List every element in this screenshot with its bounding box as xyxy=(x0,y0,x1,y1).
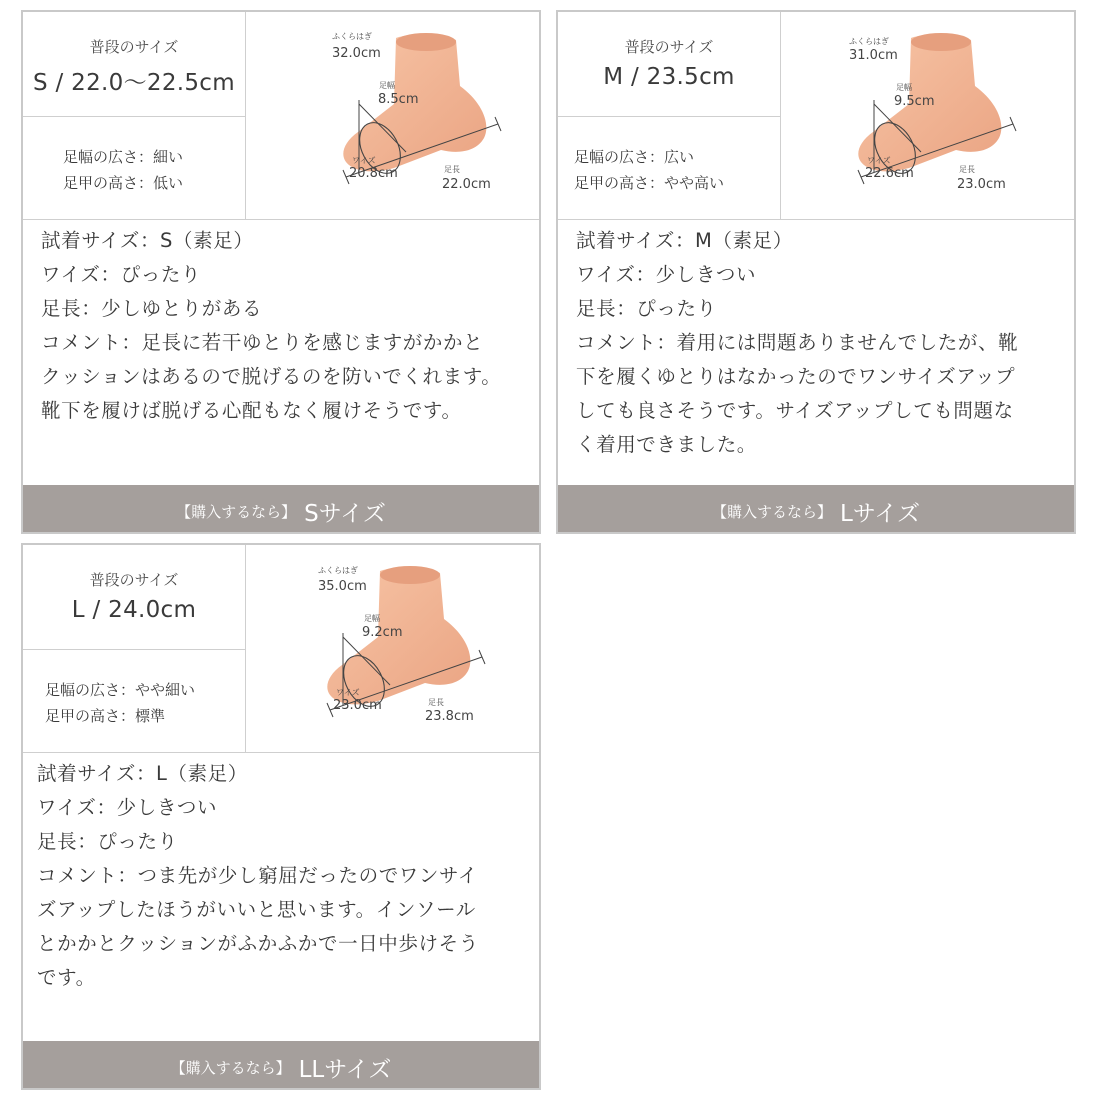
foot-width-label: 足幅 xyxy=(379,81,395,90)
review-line: く着用できました。 xyxy=(576,433,757,456)
review-line: クッションはあるので脱げるのを防いでくれます。 xyxy=(41,365,502,388)
foot-diagram xyxy=(246,12,541,219)
wise-label: ワイズ xyxy=(336,688,360,697)
foot-diagram xyxy=(246,545,541,752)
banner-size: LLサイズ xyxy=(298,1057,392,1083)
banner-size: Lサイズ xyxy=(840,501,920,527)
review-line: しても良さそうです。サイズアップしても問題な xyxy=(576,399,1014,422)
banner-prefix: 【購入するなら】 xyxy=(176,503,297,521)
banner-prefix: 【購入するなら】 xyxy=(170,1059,291,1077)
usual-size-value: L / 24.0cm xyxy=(71,597,197,623)
length-label: 足長 xyxy=(428,698,444,707)
foot-illustration xyxy=(781,12,1076,219)
usual-size-box xyxy=(23,12,246,117)
foot-length-tick xyxy=(858,170,864,184)
foot-width-value: 8.5cm xyxy=(378,92,419,107)
review-line: コメント：つま先が少し窮屈だったのでワンサイ xyxy=(37,864,478,887)
calf-label: ふくらはぎ xyxy=(849,37,889,46)
recommendation-banner xyxy=(23,485,539,532)
review-line: ワイズ：ぴったり xyxy=(41,263,202,286)
calf-top xyxy=(380,566,440,584)
review-line: 足長：ぴったり xyxy=(576,297,717,320)
length-value: 23.8cm xyxy=(425,709,474,724)
instep-height-text: 足甲の高さ：標準 xyxy=(45,707,166,725)
banner-prefix: 【購入するなら】 xyxy=(712,503,833,521)
card-header xyxy=(558,12,1074,220)
foot-length-tick xyxy=(1010,117,1016,131)
calf-value: 35.0cm xyxy=(318,579,367,594)
foot-length-tick xyxy=(479,650,485,664)
recommendation-banner xyxy=(23,1041,539,1088)
calf-value: 32.0cm xyxy=(332,46,381,61)
review-line: ワイズ：少しきつい xyxy=(576,263,757,286)
foot-shape-box xyxy=(558,116,781,219)
foot-width-value: 9.2cm xyxy=(362,625,403,640)
wise-value: 22.6cm xyxy=(865,166,914,181)
foot-illustration xyxy=(246,12,541,219)
foot-width-label: 足幅 xyxy=(896,83,912,92)
foot-shape-box xyxy=(23,649,246,752)
foot-length-tick xyxy=(495,117,501,131)
calf-top xyxy=(911,33,971,51)
review-line: 下を履くゆとりはなかったのでワンサイズアップ xyxy=(576,365,1016,388)
instep-height-text: 足甲の高さ：やや高い xyxy=(574,174,725,192)
review-line: です。 xyxy=(37,966,96,989)
review-text xyxy=(41,224,533,428)
foot-width-text: 足幅の広さ：細い xyxy=(63,148,184,166)
usual-size-value: M / 23.5cm xyxy=(603,64,735,90)
review-line: ズアップしたほうがいいと思います。インソール xyxy=(37,898,476,921)
review-line: 靴下を履けば脱げる心配もなく履けそうです。 xyxy=(41,399,462,422)
length-value: 23.0cm xyxy=(957,177,1006,192)
review-line: 試着サイズ：M（素足） xyxy=(576,229,793,252)
review-text xyxy=(37,757,533,995)
usual-size-label: 普段のサイズ xyxy=(89,38,179,56)
banner-size: Sサイズ xyxy=(304,501,386,527)
calf-label: ふくらはぎ xyxy=(332,32,372,41)
length-label: 足長 xyxy=(444,165,460,174)
recommendation-banner xyxy=(558,485,1074,532)
review-text xyxy=(576,224,1068,462)
length-value: 22.0cm xyxy=(442,177,491,192)
fitting-card-s xyxy=(21,10,541,534)
usual-size-value: S / 22.0～22.5cm xyxy=(33,70,235,96)
calf-value: 31.0cm xyxy=(849,48,898,63)
usual-size-label: 普段のサイズ xyxy=(89,571,179,589)
wise-label: ワイズ xyxy=(352,156,376,165)
calf-top xyxy=(396,33,456,51)
review-line: 足長：少しゆとりがある xyxy=(41,297,263,320)
length-label: 足長 xyxy=(959,165,975,174)
wise-label: ワイズ xyxy=(867,156,891,165)
wise-value: 20.8cm xyxy=(349,166,398,181)
review-line: とかかとクッションがふかふかで一日中歩けそう xyxy=(37,932,479,955)
foot-width-value: 9.5cm xyxy=(894,94,935,109)
review-line: 試着サイズ：L（素足） xyxy=(37,762,248,785)
calf-label: ふくらはぎ xyxy=(318,566,358,575)
foot-shape-box xyxy=(23,116,246,219)
review-line: 試着サイズ：S（素足） xyxy=(41,229,254,252)
card-header xyxy=(23,12,539,220)
review-line: ワイズ：少しきつい xyxy=(37,796,218,819)
review-line: 足長：ぴったり xyxy=(37,830,178,853)
wise-value: 23.0cm xyxy=(333,698,382,713)
usual-size-label: 普段のサイズ xyxy=(624,38,714,56)
review-line: コメント：着用には問題ありませんでしたが、靴 xyxy=(576,331,1019,354)
review-line: コメント：足長に若干ゆとりを感じますがかかと xyxy=(41,331,484,354)
foot-width-text: 足幅の広さ：広い xyxy=(574,148,695,166)
usual-size-box xyxy=(23,545,246,650)
foot-width-text: 足幅の広さ：やや細い xyxy=(45,681,196,699)
foot-width-label: 足幅 xyxy=(364,614,380,623)
usual-size-box xyxy=(558,12,781,117)
instep-height-text: 足甲の高さ：低い xyxy=(63,174,184,192)
foot-illustration xyxy=(246,545,541,752)
fitting-card-l xyxy=(21,543,541,1090)
card-header xyxy=(23,545,539,753)
fitting-card-m xyxy=(556,10,1076,534)
foot-diagram xyxy=(781,12,1076,219)
